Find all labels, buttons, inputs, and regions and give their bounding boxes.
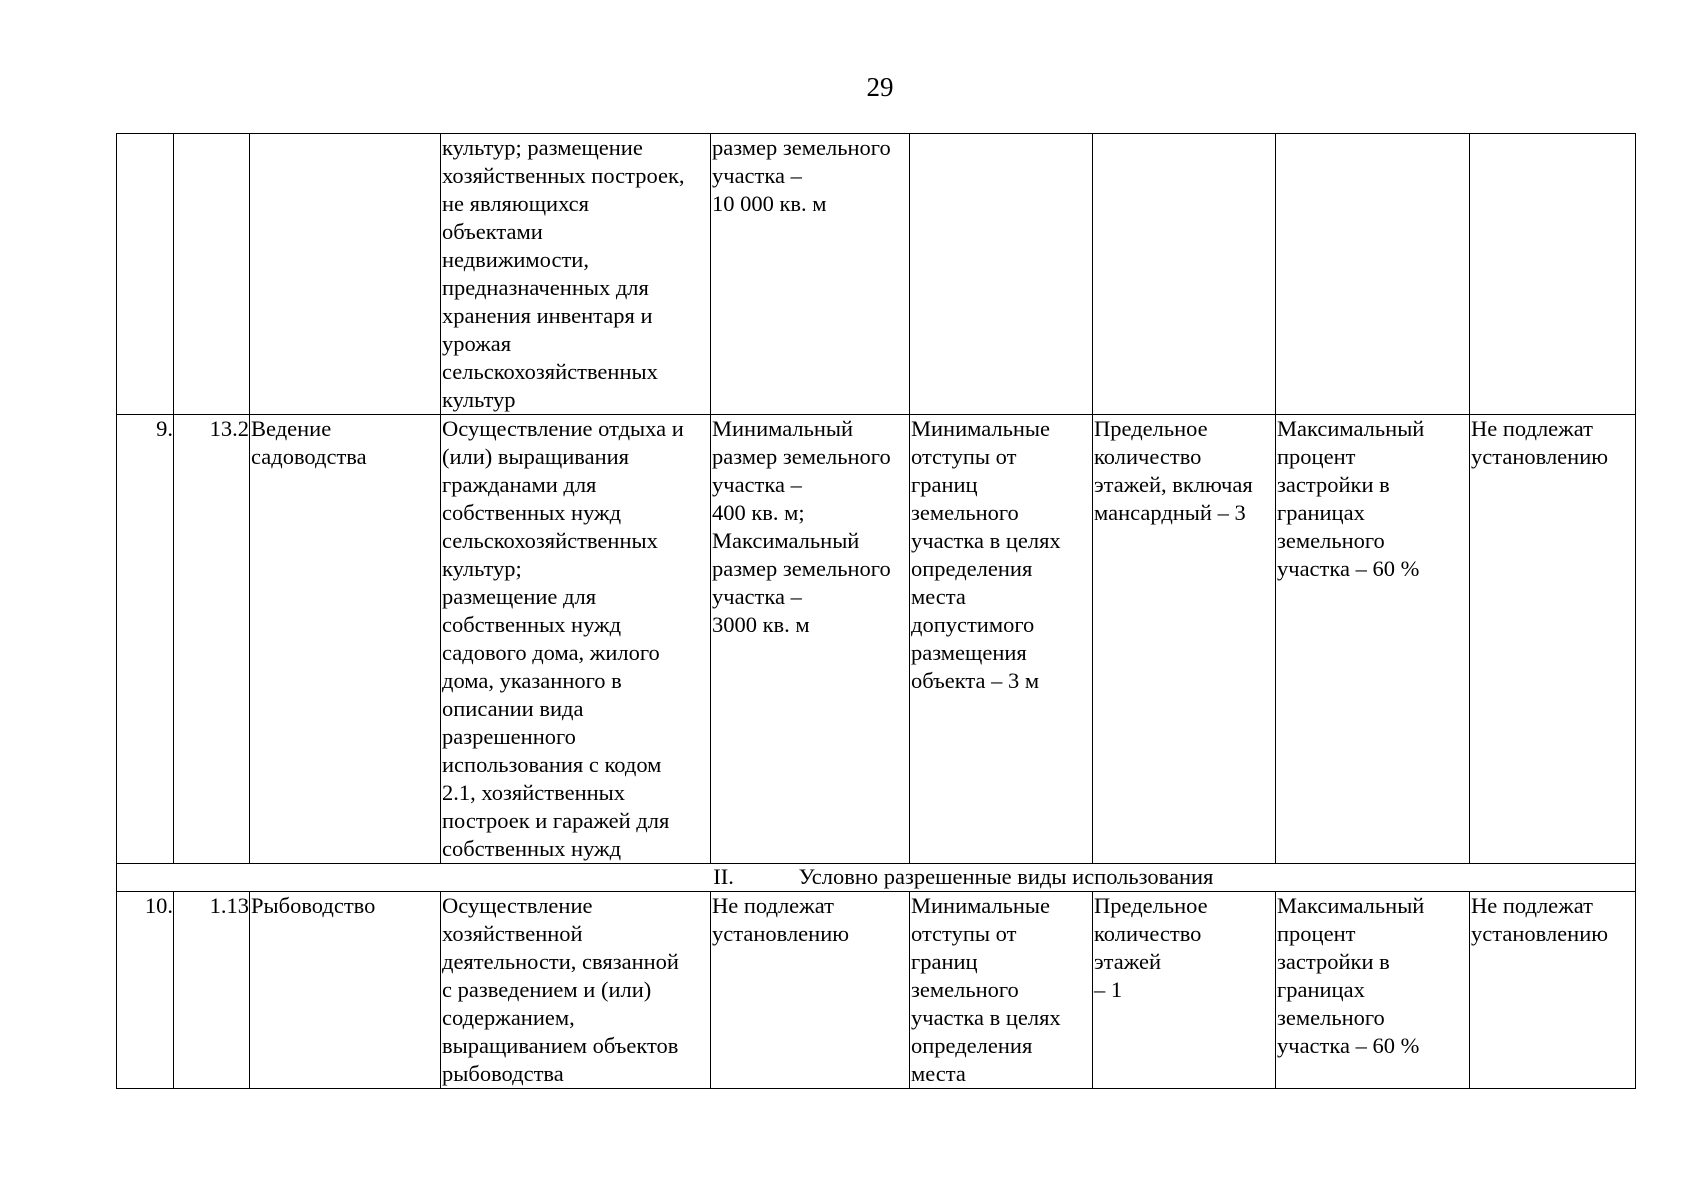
cell-line: участка –	[712, 584, 802, 609]
cell-line: определения	[911, 1033, 1033, 1058]
cell-line: процент	[1277, 444, 1356, 469]
cell-line: (или) выращивания	[442, 444, 630, 469]
row-number	[117, 134, 174, 415]
cell-line: объектами	[442, 219, 543, 244]
cell-line: Максимальный	[712, 528, 860, 553]
cell-line: мансардный – 3	[1094, 500, 1246, 525]
cell-line: культур	[442, 387, 516, 412]
cell-line: 2.1, хозяйственных	[442, 780, 626, 805]
table-row-10	[117, 892, 1636, 1089]
cell-line: установлению	[1471, 444, 1609, 469]
coverage	[1276, 415, 1470, 864]
cell-line: – 1	[1094, 977, 1123, 1002]
cell-line: использования с кодом	[442, 752, 662, 777]
cell-line: Осуществление	[442, 893, 593, 918]
cell-line: границ	[911, 949, 978, 974]
cell-line: размещения	[911, 640, 1027, 665]
cell-line: недвижимости,	[442, 247, 589, 272]
cell-line: размер земельного	[712, 444, 891, 469]
cell-line: деятельности, связанной	[442, 949, 679, 974]
setbacks	[910, 134, 1093, 415]
cell-line: участка в целях	[911, 1005, 1061, 1030]
cell-line: размещение для	[442, 584, 597, 609]
cell-line: земельного	[911, 500, 1019, 525]
page-number: 29	[866, 72, 894, 102]
cell-line: количество	[1094, 444, 1202, 469]
cell-line: рыбоводства	[442, 1061, 564, 1086]
cell-line: этажей, включая	[1094, 472, 1253, 497]
floors	[1093, 415, 1276, 864]
cell-line: сельскохозяйственных	[442, 359, 658, 384]
cell-line: объекта – 3 м	[911, 668, 1040, 693]
section-title: Условно разрешенные виды использования	[798, 864, 1214, 889]
cell-line: собственных нужд	[442, 836, 622, 861]
cell-line: участка в целях	[911, 528, 1061, 553]
cell-line: земельного	[1277, 528, 1385, 553]
setbacks	[910, 415, 1093, 864]
cell-line: Минимальные	[911, 893, 1051, 918]
cell-line: разрешенного	[442, 724, 576, 749]
other-parameters	[1470, 415, 1636, 864]
cell-line: участка – 60 %	[1277, 1033, 1420, 1058]
cell-line: места	[911, 584, 966, 609]
cell-line: границ	[911, 472, 978, 497]
cell-line: с разведением и (или)	[442, 977, 652, 1002]
cell-line: собственных нужд	[442, 612, 622, 637]
regulations-table	[116, 133, 1636, 1089]
section-header-row	[117, 864, 1636, 892]
cell-line: описании вида	[442, 696, 584, 721]
coverage	[1276, 892, 1470, 1089]
plot-size	[711, 415, 910, 864]
setbacks	[910, 892, 1093, 1089]
cell-line: места	[911, 1061, 966, 1086]
cell-line: допустимого	[911, 612, 1035, 637]
cell-line: Предельное	[1094, 893, 1208, 918]
cell-line: участка –	[712, 163, 802, 188]
cell-line: предназначенных для	[442, 275, 649, 300]
cell-line: культур;	[442, 556, 522, 581]
use-description	[441, 892, 711, 1089]
cell-line: Осуществление отдыха и	[442, 416, 684, 441]
cell-line: садоводства	[251, 444, 367, 469]
section-number: II.	[713, 864, 734, 889]
cell-line: Минимальные	[911, 416, 1051, 441]
floors	[1093, 134, 1276, 415]
table-row-continuation	[117, 134, 1636, 415]
use-name	[250, 892, 441, 1089]
other-parameters	[1470, 134, 1636, 415]
use-description	[441, 415, 711, 864]
cell-line: этажей	[1094, 949, 1162, 974]
use-code: 13.2	[174, 415, 250, 864]
coverage	[1276, 134, 1470, 415]
cell-line: Минимальный	[712, 416, 854, 441]
cell-line: количество	[1094, 921, 1202, 946]
other-parameters	[1470, 892, 1636, 1089]
plot-size	[711, 134, 910, 415]
cell-line: Не подлежат	[1471, 416, 1593, 441]
cell-line: дома, указанного в	[442, 668, 622, 693]
use-name	[250, 134, 441, 415]
cell-line: собственных нужд	[442, 500, 622, 525]
use-code	[174, 134, 250, 415]
cell-line: участка – 60 %	[1277, 556, 1420, 581]
cell-line: построек и гаражей для	[442, 808, 670, 833]
cell-line: границах	[1277, 977, 1365, 1002]
cell-line: садового дома, жилого	[442, 640, 660, 665]
cell-line: 3000 кв. м	[712, 612, 810, 637]
cell-line: земельного	[911, 977, 1019, 1002]
cell-line: Ведение	[251, 416, 332, 441]
cell-line: отступы от	[911, 921, 1017, 946]
use-code: 1.13	[174, 892, 250, 1089]
cell-line: определения	[911, 556, 1033, 581]
cell-line: застройки в	[1277, 472, 1390, 497]
cell-line: Максимальный	[1277, 893, 1425, 918]
cell-line: хранения инвентаря и	[442, 303, 653, 328]
cell-line: установлению	[1471, 921, 1609, 946]
use-description	[441, 134, 711, 415]
row-number: 10.	[117, 892, 174, 1089]
cell-line: выращиванием объектов	[442, 1033, 679, 1058]
cell-line: 400 кв. м;	[712, 500, 805, 525]
cell-line: процент	[1277, 921, 1356, 946]
cell-line: земельного	[1277, 1005, 1385, 1030]
cell-line: культур; размещение	[442, 135, 643, 160]
cell-line: участка –	[712, 472, 802, 497]
cell-line: застройки в	[1277, 949, 1390, 974]
cell-line: Не подлежат	[712, 893, 834, 918]
cell-line: 10 000 кв. м	[712, 191, 827, 216]
section-header	[117, 864, 1636, 892]
plot-size	[711, 892, 910, 1089]
use-name	[250, 415, 441, 864]
cell-line: Рыбоводство	[251, 893, 376, 918]
cell-line: гражданами для	[442, 472, 597, 497]
cell-line: хозяйственных построек,	[442, 163, 685, 188]
cell-line: хозяйственной	[442, 921, 583, 946]
cell-line: сельскохозяйственных	[442, 528, 658, 553]
cell-line: Предельное	[1094, 416, 1208, 441]
cell-line: Максимальный	[1277, 416, 1425, 441]
cell-line: не являющихся	[442, 191, 590, 216]
cell-line: Не подлежат	[1471, 893, 1593, 918]
row-number: 9.	[117, 415, 174, 864]
cell-line: границах	[1277, 500, 1365, 525]
cell-line: размер земельного	[712, 556, 891, 581]
cell-line: урожая	[442, 331, 512, 356]
cell-line: содержанием,	[442, 1005, 575, 1030]
cell-line: установлению	[712, 921, 850, 946]
cell-line: размер земельного	[712, 135, 891, 160]
cell-line: отступы от	[911, 444, 1017, 469]
table-row-9	[117, 415, 1636, 864]
floors	[1093, 892, 1276, 1089]
